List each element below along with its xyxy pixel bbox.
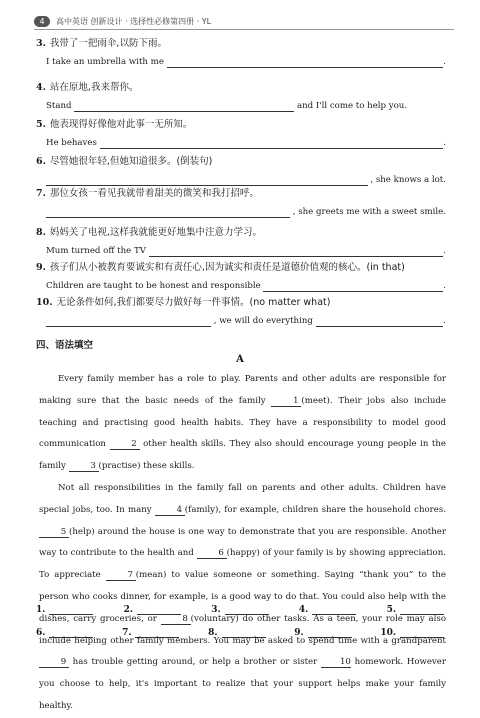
cloze-blank-5[interactable]: 5 bbox=[39, 527, 69, 538]
translation-item bbox=[36, 156, 446, 186]
english-stem: Mum turned off the TV bbox=[46, 246, 149, 256]
answer-row-1 bbox=[36, 604, 444, 615]
answer-number: 7. bbox=[122, 628, 132, 638]
cloze-blank-6[interactable]: 6 bbox=[197, 548, 227, 559]
answer-row-2 bbox=[36, 627, 444, 638]
translation-prompt bbox=[36, 38, 446, 50]
answer-slot[interactable] bbox=[36, 604, 93, 615]
translation-prompt bbox=[36, 188, 446, 200]
answer-slot[interactable] bbox=[208, 627, 265, 638]
answer-line[interactable] bbox=[400, 627, 444, 638]
english-stem: I take an umbrella with me bbox=[46, 57, 167, 67]
cloze-blank-10[interactable]: 10 bbox=[321, 657, 351, 668]
chinese-sentence: 我带了一把雨伞,以防下雨。 bbox=[49, 38, 167, 49]
answer-blank[interactable] bbox=[167, 57, 444, 68]
answer-blank[interactable] bbox=[316, 316, 444, 327]
answer-slot[interactable] bbox=[122, 627, 179, 638]
answer-number: 1. bbox=[36, 605, 46, 615]
answer-number: 4. bbox=[298, 605, 309, 615]
answer-number: 9. bbox=[294, 628, 304, 638]
english-answer-line bbox=[46, 56, 446, 68]
answer-slot[interactable] bbox=[36, 627, 93, 638]
answer-blank[interactable] bbox=[100, 138, 444, 149]
answer-number: 10. bbox=[380, 628, 396, 638]
translation-item bbox=[36, 188, 446, 218]
answer-line[interactable] bbox=[49, 604, 93, 615]
answer-line[interactable] bbox=[49, 627, 93, 638]
answer-number: 8. bbox=[208, 628, 218, 638]
answer-number: 5. bbox=[386, 605, 396, 615]
answer-line[interactable] bbox=[308, 627, 352, 638]
answer-blank[interactable] bbox=[149, 246, 444, 257]
answer-blank[interactable] bbox=[46, 316, 211, 327]
english-answer-line bbox=[46, 137, 446, 149]
item-number: 6. bbox=[36, 156, 46, 167]
item-number: 5. bbox=[36, 119, 46, 130]
translation-prompt bbox=[36, 82, 446, 94]
answer-slot[interactable] bbox=[387, 604, 444, 615]
english-stem: , she knows a lot. bbox=[367, 175, 446, 185]
item-number: 3. bbox=[36, 38, 46, 49]
cloze-blank-7[interactable]: 7 bbox=[106, 570, 136, 581]
header-divider bbox=[34, 29, 454, 30]
english-answer-line bbox=[46, 315, 446, 327]
english-stem: . bbox=[443, 281, 446, 291]
english-stem: He behaves bbox=[46, 138, 100, 148]
translation-item bbox=[36, 297, 446, 327]
answer-number: 3. bbox=[211, 605, 221, 615]
answer-blank[interactable] bbox=[263, 281, 443, 292]
translation-prompt bbox=[36, 297, 446, 309]
answer-number: 2. bbox=[123, 605, 134, 615]
translation-item bbox=[36, 82, 446, 112]
page-header bbox=[34, 13, 211, 29]
answer-line[interactable] bbox=[225, 604, 269, 615]
translation-prompt bbox=[36, 227, 446, 239]
answer-blank[interactable] bbox=[46, 207, 290, 218]
english-stem: . bbox=[443, 57, 446, 67]
english-stem: Children are taught to be honest and responsible bbox=[46, 281, 264, 291]
translation-prompt bbox=[36, 156, 446, 168]
item-number: 10. bbox=[36, 297, 53, 308]
english-stem: Stand bbox=[46, 101, 75, 111]
chinese-sentence: 妈妈关了电视,这样我就能更好地集中注意力学习。 bbox=[49, 227, 262, 238]
answer-blank[interactable] bbox=[74, 101, 294, 112]
translation-prompt bbox=[36, 119, 446, 131]
english-stem: . bbox=[443, 138, 446, 148]
cloze-blank-4[interactable]: 4 bbox=[155, 505, 185, 516]
answer-line[interactable] bbox=[222, 627, 266, 638]
translation-item bbox=[36, 262, 446, 292]
passage-paragraph-1: Every family member has a role to play. Parents and other adults are responsible for making sure that the basic needs of the family 1 (meet). Their jobs also include teaching and practising good health habits. They have a responsibility to model good communication 2 other health skills. They also should encourage young people in the family 3 (practise) these skills. bbox=[39, 374, 447, 472]
cloze-blank-9[interactable]: 9 bbox=[39, 657, 69, 668]
translation-item bbox=[36, 119, 446, 149]
answer-line[interactable] bbox=[135, 627, 179, 638]
answer-slot[interactable] bbox=[294, 627, 351, 638]
cloze-blank-1[interactable]: 1 bbox=[271, 396, 301, 407]
english-stem: , we will do everything bbox=[211, 316, 316, 326]
english-stem: . bbox=[443, 316, 446, 326]
english-stem: . bbox=[443, 246, 446, 256]
answer-line[interactable] bbox=[400, 604, 444, 615]
chinese-sentence: 尽管她很年轻,但她知道很多。(倒装句) bbox=[49, 156, 213, 167]
chinese-sentence: 那位女孩一看见我就带着甜美的微笑和我打招呼。 bbox=[49, 188, 259, 199]
passage-title: A bbox=[236, 354, 244, 365]
header-text: 高中英语 创新设计 · 选择性必修第四册 · YL bbox=[56, 16, 212, 26]
item-number: 8. bbox=[36, 227, 46, 238]
item-number: 4. bbox=[36, 82, 46, 93]
answer-number: 6. bbox=[36, 628, 46, 638]
page-number-badge: 4 bbox=[34, 16, 50, 27]
translation-prompt bbox=[36, 262, 446, 274]
english-answer-line bbox=[46, 206, 446, 218]
cloze-blank-2[interactable]: 2 bbox=[110, 439, 140, 450]
translation-item bbox=[36, 38, 446, 68]
english-answer-line bbox=[46, 100, 446, 112]
cloze-blank-8[interactable]: 8 bbox=[161, 614, 191, 625]
chinese-sentence: 站在原地,我来帮你。 bbox=[49, 82, 139, 93]
answer-slot[interactable] bbox=[380, 627, 444, 638]
passage-paragraph-2: Not all responsibilities in the family fall on parents and other adults. Children have special jobs, too. In many 4 (family), for example, children share the household chores. 5 (help) around the house is one way to demonstrate that you are responsible. Another way to contribute to the health and 6 (happy) of your family is by showing appreciation. To appreciate 7 (mean) to value someone or something. Saying “thank you” to the person who cooks dinner, for example, is a good way to do that. You could also help with the dishes, carry groceries, or 8 (voluntary) do other tasks. As a teen, your role may also include helping other family members. You may be asked to spend time with a grandparent 9 has trouble getting around, or help a brother or sister 10 homework. However you choose to help, it's important to realize that your support helps make your family healthy. bbox=[39, 482, 447, 711]
item-number: 7. bbox=[36, 188, 46, 199]
chinese-sentence: 无论条件如何,我们都要尽力做好每一件事情。(no matter what) bbox=[56, 297, 331, 308]
cloze-blank-3[interactable]: 3 bbox=[69, 461, 99, 472]
item-number: 9. bbox=[36, 262, 46, 273]
english-answer-line bbox=[46, 174, 446, 186]
chinese-sentence: 孩子们从小被教育要诚实和有责任心,因为诚实和责任是道德价值观的核心。(in that) bbox=[49, 262, 405, 273]
english-stem: and I'll come to help you. bbox=[294, 101, 408, 111]
english-answer-line bbox=[46, 280, 446, 292]
section-title: 四、语法填空 bbox=[36, 340, 94, 351]
translation-item bbox=[36, 227, 446, 257]
answer-slot[interactable] bbox=[124, 604, 181, 615]
chinese-sentence: 他表现得好像他对此事一无所知。 bbox=[49, 119, 193, 130]
answer-line[interactable] bbox=[312, 604, 356, 615]
english-answer-line bbox=[46, 245, 446, 257]
cloze-passage bbox=[39, 369, 446, 718]
answer-slot[interactable] bbox=[299, 604, 356, 615]
answer-line[interactable] bbox=[137, 604, 181, 615]
answer-blank[interactable] bbox=[46, 175, 368, 186]
english-stem: , she greets me with a sweet smile. bbox=[290, 207, 446, 217]
answer-slot[interactable] bbox=[211, 604, 268, 615]
